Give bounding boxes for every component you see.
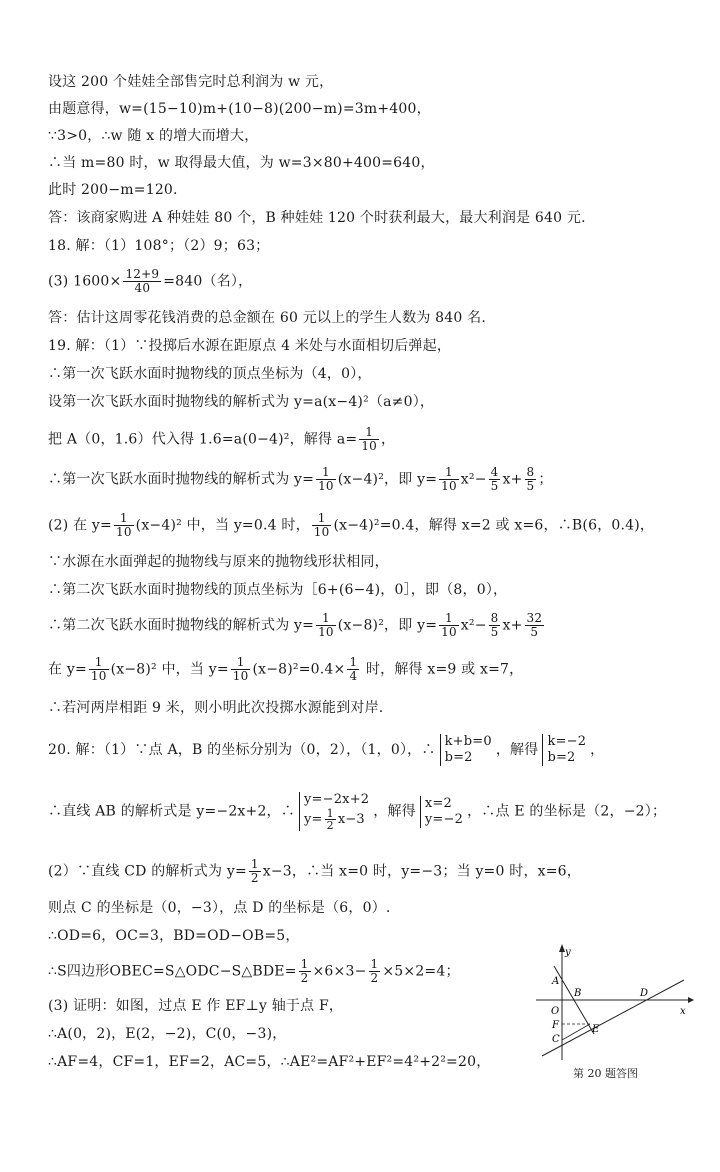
label-y: y: [565, 947, 571, 958]
numerator: 1: [349, 655, 358, 669]
text-line: [48, 612, 546, 639]
equation-row: x=2: [424, 795, 452, 811]
denominator: 10: [318, 479, 334, 493]
numerator: 1: [370, 957, 379, 971]
fraction: [89, 656, 109, 683]
text-run: 在 y=: [48, 661, 87, 678]
numerator: 1: [250, 857, 259, 871]
numerator: 1: [316, 466, 336, 480]
denominator: 5: [490, 625, 499, 639]
x-axis-arrow: [688, 997, 694, 1003]
numerator: 1: [316, 612, 336, 626]
text-line: ∴第一次飞跃水面时抛物线的顶点坐标为（4，0），: [48, 366, 372, 382]
fraction: [439, 466, 459, 493]
text-line: [48, 268, 252, 295]
text-run: ，: [381, 431, 396, 448]
text-line: [48, 858, 581, 885]
numerator: 1: [300, 957, 309, 971]
text-run: ∴第一次飞跃水面时抛物线的解析式为 y=: [48, 471, 315, 488]
equation-row: b=2: [444, 750, 473, 765]
text-line: 则点 C 的坐标是（0，−3），点 D 的坐标是（6，0）.: [48, 900, 391, 916]
text-line: 设这 200 个娃娃全部售完时总利润为 w 元，: [48, 74, 334, 90]
denominator: 5: [490, 479, 499, 493]
text-line: ∴若河两岸相距 9 米，则小明此次投掷水源能到对岸.: [48, 700, 384, 716]
text-run: ∴S四边形OBEC=S△ODC−S△BDE=: [48, 963, 297, 980]
label-d: D: [640, 988, 649, 999]
fraction: [369, 958, 381, 985]
text-line: 由题意得，w=(15−10)m+(10−8)(200−m)=3m+400，: [48, 101, 431, 117]
fraction: [439, 612, 459, 639]
fraction: [525, 612, 545, 639]
text-run: ，解得: [495, 742, 539, 758]
denominator: 10: [441, 479, 457, 493]
text-line: [48, 958, 460, 985]
equation-row: k=−2: [547, 734, 587, 749]
text-run: (3) 1600×: [48, 273, 122, 290]
text-run: (x−8)²，即 y=: [337, 617, 438, 634]
text-line: ∵3>0，∴w 随 x 的增大而增大，: [48, 128, 259, 144]
denominator: 10: [232, 669, 249, 683]
label-a: A: [552, 976, 560, 987]
text-line: [48, 512, 654, 539]
denominator: 2: [326, 819, 334, 832]
fraction: [347, 656, 359, 683]
text-line: ∴A(0，2)，E(2，−2)，C(0，−3)，: [48, 1026, 287, 1042]
text-run: ，: [590, 742, 605, 758]
fraction: [316, 612, 336, 639]
label-f: F: [552, 1020, 559, 1031]
text-line: 18. 解：（1）108°；（2）9；63；: [48, 238, 270, 254]
denominator: 10: [90, 669, 107, 683]
fraction: [249, 858, 261, 885]
figure-caption: 第 20 题答图: [573, 1067, 638, 1080]
text-run: (x−4)²，即 y=: [337, 471, 438, 488]
text-line: [48, 426, 395, 453]
text-line: (3) 证明：如图，过点 E 作 EF⊥y 轴于点 F，: [48, 998, 344, 1014]
text-run: (x−4)² 中，当 y=0.4 时，: [135, 517, 310, 534]
text-line: ∴OD=6，OC=3，BD=OD−OB=5，: [48, 928, 300, 944]
text-run: x−3: [337, 812, 365, 827]
text-line: 答：该商家购进 A 种娃娃 80 个，B 种娃娃 120 个时获利最大，最大利润是 640 元.: [48, 210, 586, 226]
label-x: x: [680, 1006, 686, 1017]
equation-system: [440, 734, 492, 766]
fraction: [525, 466, 537, 493]
fraction: [316, 466, 336, 493]
text-run: (x−4)²=0.4，解得 x=2 或 x=6，∴B(6，0.4)，: [333, 517, 655, 534]
text-run: y=: [303, 812, 323, 827]
text-run: x²−: [460, 471, 487, 488]
text-run: =840（名），: [163, 273, 253, 290]
text-line: [48, 734, 604, 766]
text-line: 19. 解：（1）∵投掷后水源在距原点 4 米处与水面相切后弹起，: [48, 338, 452, 354]
denominator: 2: [300, 971, 309, 985]
equation-row: [304, 808, 369, 831]
text-line: ∵水源在水面弹起的抛物线与原来的抛物线形状相同，: [48, 554, 389, 570]
text-run: (x−8)² 中，当 y=: [110, 661, 229, 678]
text-run: (x−8)²=0.4×: [252, 661, 346, 678]
text-run: (2）∵直线 CD 的解析式为 y=: [48, 863, 247, 880]
text-line: [48, 656, 523, 683]
text-run: x+: [502, 471, 523, 488]
text-run: 把 A（0，1.6）代入得 1.6=a(0−4)²，解得 a=: [48, 431, 358, 448]
text-run: x−3，∴当 x=0 时，y=−3；当 y=0 时，x=6，: [262, 863, 581, 880]
text-run: ，∴点 E 的坐标是（2，−2）；: [467, 803, 667, 820]
numerator: 1: [439, 466, 459, 480]
denominator: 10: [313, 525, 330, 539]
text-run: 20. 解：（1）∵点 A，B 的坐标分别为（0，2），（1，0），∴: [48, 742, 436, 758]
fraction: [231, 656, 251, 683]
denominator: 10: [361, 439, 378, 453]
equation-row: y=−2x+2: [303, 792, 370, 807]
text-line: ∴AF=4，CF=1，EF=2，AC=5，∴AE²=AF²+EF²=4²+2²=20，: [48, 1054, 491, 1070]
denominator: 10: [441, 625, 457, 639]
fraction: [359, 426, 379, 453]
fraction: [489, 466, 501, 493]
numerator: 1: [326, 807, 334, 820]
numerator: 32: [526, 611, 543, 625]
fraction: [299, 958, 311, 985]
fraction: [489, 612, 501, 639]
denominator: 5: [526, 479, 535, 493]
numerator: 1: [312, 512, 332, 526]
fraction: [325, 808, 336, 831]
text-line: [48, 792, 666, 831]
text-run: x+: [502, 617, 523, 634]
text-line: ∴第二次飞跃水面时抛物线的顶点坐标为［6+(6−4)，0］，即（8，0），: [48, 582, 508, 598]
label-o: O: [551, 1006, 560, 1017]
equation-system: [542, 734, 586, 766]
denominator: 10: [318, 625, 334, 639]
text-run: ；: [538, 471, 553, 488]
text-run: ×5×2=4；: [382, 963, 460, 980]
fraction: [123, 268, 161, 295]
text-run: ×6×3−: [312, 963, 367, 980]
label-c: C: [552, 1034, 560, 1045]
text-line: 此时 200−m=120.: [48, 182, 178, 198]
denominator: 2: [250, 871, 259, 885]
fraction: [312, 512, 332, 539]
numerator: 1: [359, 426, 379, 440]
line-cd: [542, 980, 684, 1056]
label-e: E: [592, 1024, 600, 1035]
text-run: ∴直线 AB 的解析式是 y=−2x+2，∴: [48, 803, 295, 820]
text-run: ，解得: [373, 803, 416, 820]
denominator: 10: [115, 525, 132, 539]
equation-row: k+b=0: [444, 734, 492, 749]
numerator: 1: [231, 656, 251, 670]
text-line: [48, 466, 553, 493]
label-b: B: [574, 988, 582, 999]
equation-system: [420, 796, 463, 828]
numerator: 12+9: [125, 267, 160, 281]
coordinate-figure: [532, 944, 694, 1062]
denominator: 4: [349, 669, 358, 683]
text-line: 设第一次飞跃水面时抛物线的解析式为 y=a(x−4)²（a≠0），: [48, 394, 435, 410]
denominator: 2: [370, 971, 379, 985]
text-line: ∴当 m=80 时，w 取得最大值，为 w=3×80+400=640，: [48, 155, 435, 171]
text-run: ∴第二次飞跃水面时抛物线的解析式为 y=: [48, 617, 315, 634]
numerator: 4: [490, 465, 499, 479]
denominator: 40: [134, 281, 151, 295]
text-run: (2) 在 y=: [48, 517, 112, 534]
numerator: 1: [439, 612, 459, 626]
fraction: [114, 512, 134, 539]
numerator: 1: [89, 656, 109, 670]
text-run: x²−: [460, 617, 487, 634]
denominator: 5: [530, 625, 539, 639]
equation-row: b=2: [547, 750, 576, 765]
equation-row: y=−2: [424, 811, 464, 827]
numerator: 8: [490, 611, 499, 625]
text-run: 时，解得 x=9 或 x=7，: [361, 661, 524, 678]
text-line: 答：估计这周零花钱消费的总金额在 60 元以上的学生人数为 840 名.: [48, 310, 486, 326]
numerator: 1: [114, 512, 134, 526]
equation-system: [299, 792, 369, 831]
numerator: 8: [526, 465, 535, 479]
